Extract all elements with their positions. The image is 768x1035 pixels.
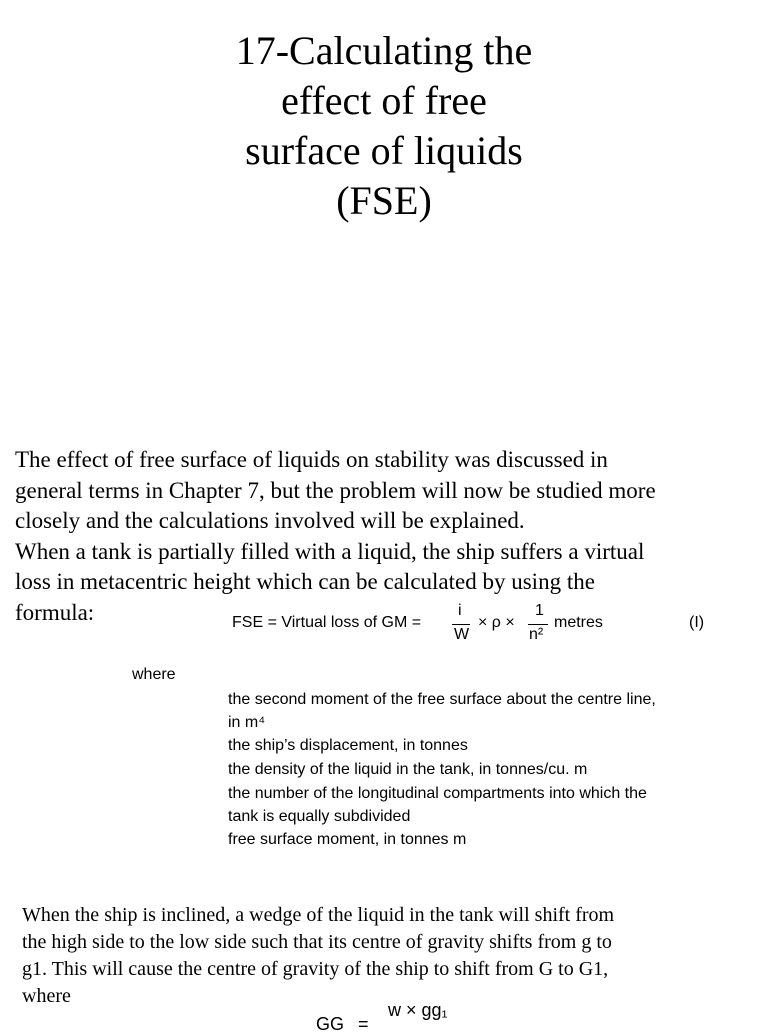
title-line: surface of liquids bbox=[245, 128, 523, 173]
definition-desc: the second moment of the free surface about the centre line, bbox=[228, 691, 656, 708]
page-title bbox=[0, 26, 768, 226]
title-line: 17-Calculating the bbox=[235, 28, 533, 73]
intro-line: The effect of free surface of liquids on stability was discussed in bbox=[15, 447, 608, 472]
intro-line: closely and the calculations involved will be explained. bbox=[15, 508, 525, 533]
formula-times: × ρ × bbox=[478, 614, 515, 631]
intro-line: formula: bbox=[15, 599, 95, 625]
bottom-line: When the ship is inclined, a wedge of the liquid in the tank will shift from bbox=[22, 904, 615, 926]
intro-paragraph bbox=[15, 445, 760, 628]
equation-lhs: GG bbox=[316, 1014, 345, 1034]
gg1-equation bbox=[316, 1000, 516, 1034]
fraction-bar bbox=[452, 624, 470, 625]
definition-desc: the ship’s displacement, in tonnes bbox=[228, 737, 468, 754]
formula-unit: metres bbox=[554, 614, 603, 631]
formula-label: (I) bbox=[689, 614, 705, 631]
definition-desc: the density of the liquid in the tank, in tonnes/cu. m bbox=[228, 761, 588, 778]
equation-numerator: w × gg₁ bbox=[388, 1000, 448, 1020]
title-line: effect of free bbox=[281, 78, 487, 123]
where-label: where bbox=[132, 666, 176, 683]
bottom-line: the high side to the low side such that its centre of gravity shifts from g to bbox=[22, 931, 612, 953]
intro-line: When a tank is partially filled with a liquid, the ship suffers a virtual bbox=[15, 538, 645, 564]
definition-desc-cont: tank is equally subdivided bbox=[228, 808, 411, 825]
intro-line: general terms in Chapter 7, but the problem will now be studied more bbox=[15, 477, 656, 503]
title-line: (FSE) bbox=[336, 178, 432, 223]
formula-frac1-numerator: i bbox=[458, 602, 462, 619]
definition-desc-cont: in m⁴ bbox=[228, 714, 266, 731]
formula-lhs: FSE = Virtual loss of GM = bbox=[232, 614, 422, 631]
bottom-paragraph bbox=[22, 902, 762, 1010]
intro-line: loss in metacentric height which can be calculated by using the bbox=[15, 569, 595, 594]
definition-desc: the number of the longitudinal compartments into which the bbox=[228, 785, 647, 802]
definition-desc: free surface moment, in tonnes m bbox=[228, 831, 467, 848]
formula-frac2-numerator: 1 bbox=[535, 602, 544, 619]
fraction-bar bbox=[528, 624, 548, 625]
fse-formula bbox=[232, 602, 732, 650]
bottom-line: g1. This will cause the centre of gravity of the ship to shift from G to G1, bbox=[22, 958, 609, 980]
formula-frac1-denominator: W bbox=[454, 626, 470, 643]
bottom-line: where bbox=[22, 985, 71, 1007]
equation-equals: = bbox=[358, 1014, 369, 1034]
formula-frac2-denominator: n² bbox=[529, 626, 544, 643]
